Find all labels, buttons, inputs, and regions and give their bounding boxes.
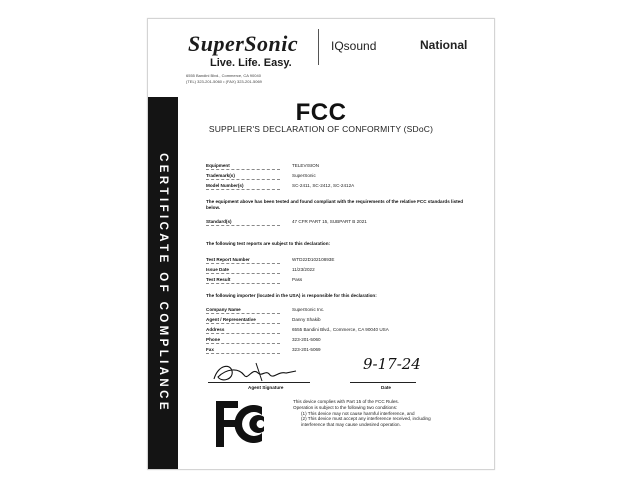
fax-label: Fax [206,347,214,352]
certificate-document [147,18,495,470]
trademark-value: SuperSonic [292,173,316,178]
certificate-of-compliance-label: CERTIFICATE OF COMPLIANCE [157,153,169,413]
logo-divider [318,29,319,65]
test-report-number-value: WTD22D10210893E [292,257,335,262]
agent-value: Danny Shakib [292,317,321,322]
handwritten-date: 9-17-24 [363,355,421,373]
test-result-label: Test Result [206,277,231,282]
company-name-value: SuperSonic Inc. [292,307,325,312]
national-logo: National [420,38,468,52]
compliance-line: (1) This device may not cause harmful interference, and [301,410,415,416]
issue-date-value: 11/23/2022 [292,267,315,272]
fax-value: 323-201-5069 [292,347,321,352]
standards-value: 47 CFR PART 15, SUBPART B 2021 [292,219,367,224]
equipment-label: Equipment [206,163,230,168]
phone-fax-line: (TEL) 323-201-5060 • (FAX) 323-201-5069 [186,78,262,84]
compliance-line: This device complies with Part 15 of the FCC Rules. [293,399,399,404]
agent-label: Agent / Representative [206,317,256,322]
supersonic-logo [188,31,318,77]
date-caption: Date [381,385,391,390]
test-result-value: Pass [292,277,303,282]
signature-line [208,382,310,383]
agent-signature-caption: Agent Signature [248,385,284,390]
address-value: 6555 Bandini Blvd., Commerce, CA 90040 USA [292,327,389,332]
importer-heading: The following importer (located in the USA) is responsible for this declaration: [206,293,377,298]
certificate-side-band [148,97,178,469]
tested-statement: The equipment above has been tested and found compliant with the requirements of the relative FCC standards listed below. [206,199,464,210]
fcc-logo-icon [210,397,280,451]
model-number-value: SC-2411, SC-2412, SC-2412A [292,183,355,188]
fcc-compliance-statement [293,399,493,428]
supersonic-wordmark: SuperSonic [188,31,299,56]
address-line: 6555 Bandini Blvd., Commerce, CA 90040 [186,73,261,78]
iqsound-logo: IQsound [331,39,377,53]
date-line [350,382,416,383]
company-name-label: Company Name [206,307,241,312]
phone-value: 323-201-5060 [292,337,321,342]
company-address-block [186,73,262,84]
trademark-label: Trademark(s) [206,173,235,178]
test-reports-heading: The following test reports are subject to this declaration: [206,241,331,246]
equipment-value: TELEVISION [292,163,320,168]
address-label: Address [206,327,225,332]
compliance-line: (2) This device must accept any interference received, including [301,416,431,422]
compliance-line: interference that may cause undesired operation. [301,422,401,428]
document-subtitle: SUPPLIER'S DECLARATION OF CONFORMITY (SDoC) [208,124,434,134]
document-title: FCC [295,99,347,126]
standards-label: Standard(s) [206,219,232,224]
phone-label: Phone [206,337,221,342]
issue-date-label: Issue Date [206,267,229,272]
brand-tagline: Live. Life. Easy. [210,57,292,69]
model-number-label: Model Number(s) [206,183,244,188]
test-report-number-label: Test Report Number [206,257,250,262]
compliance-line: Operation is subject to the following two conditions: [293,404,398,410]
